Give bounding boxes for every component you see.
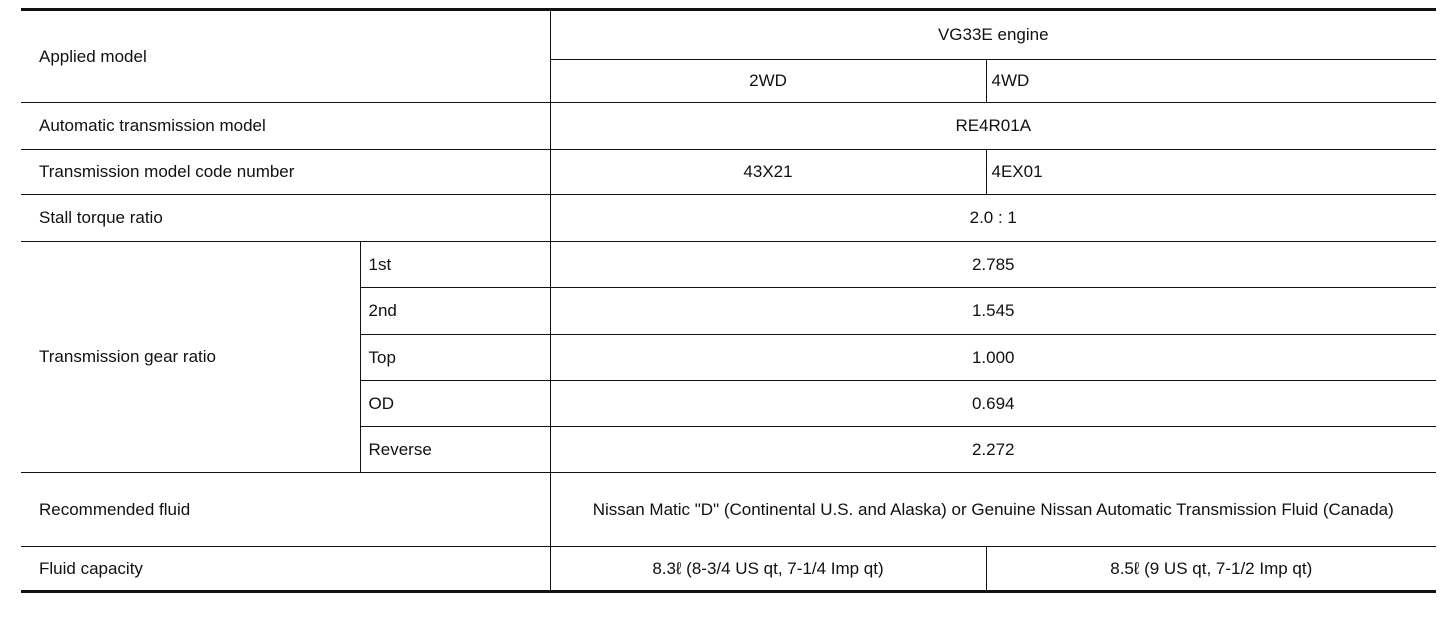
fluid-capacity-4wd: 8.5ℓ (9 US qt, 7-1/2 Imp qt) [986,547,1436,592]
stall-torque-label: Stall torque ratio [21,195,550,242]
table-row [21,150,1436,195]
gear-value: 0.694 [550,381,1436,427]
gear-name: Top [360,335,550,381]
gear-value: 1.545 [550,288,1436,335]
gear-name: OD [360,381,550,427]
table-row [21,103,1436,150]
code-number-4wd: 4EX01 [986,150,1436,195]
fluid-capacity-2wd: 8.3ℓ (8-3/4 US qt, 7-1/4 Imp qt) [550,547,986,592]
engine-header: VG33E engine [550,10,1436,60]
table-row [21,547,1436,592]
drive-2wd-header: 2WD [550,60,986,103]
at-model-label: Automatic transmission model [21,103,550,150]
at-model-value: RE4R01A [550,103,1436,150]
gear-name: 1st [360,242,550,288]
recommended-fluid-value: Nissan Matic "D" (Continental U.S. and Alaska) or Genuine Nissan Automatic Transmission Fluid (Canada) [550,473,1436,547]
applied-model-label: Applied model [21,10,550,103]
gear-name: 2nd [360,288,550,335]
table-row [21,10,1436,60]
gear-value: 1.000 [550,335,1436,381]
gear-name: Reverse [360,427,550,473]
code-number-label: Transmission model code number [21,150,550,195]
table-row [21,473,1436,547]
table-row [21,242,1436,288]
gear-ratio-label: Transmission gear ratio [21,242,360,473]
gear-value: 2.785 [550,242,1436,288]
fluid-capacity-label: Fluid capacity [21,547,550,592]
drive-4wd-header: 4WD [986,60,1436,103]
gear-value: 2.272 [550,427,1436,473]
table-row [21,195,1436,242]
code-number-2wd: 43X21 [550,150,986,195]
recommended-fluid-label: Recommended fluid [21,473,550,547]
stall-torque-value: 2.0 : 1 [550,195,1436,242]
specifications-table [21,8,1436,593]
